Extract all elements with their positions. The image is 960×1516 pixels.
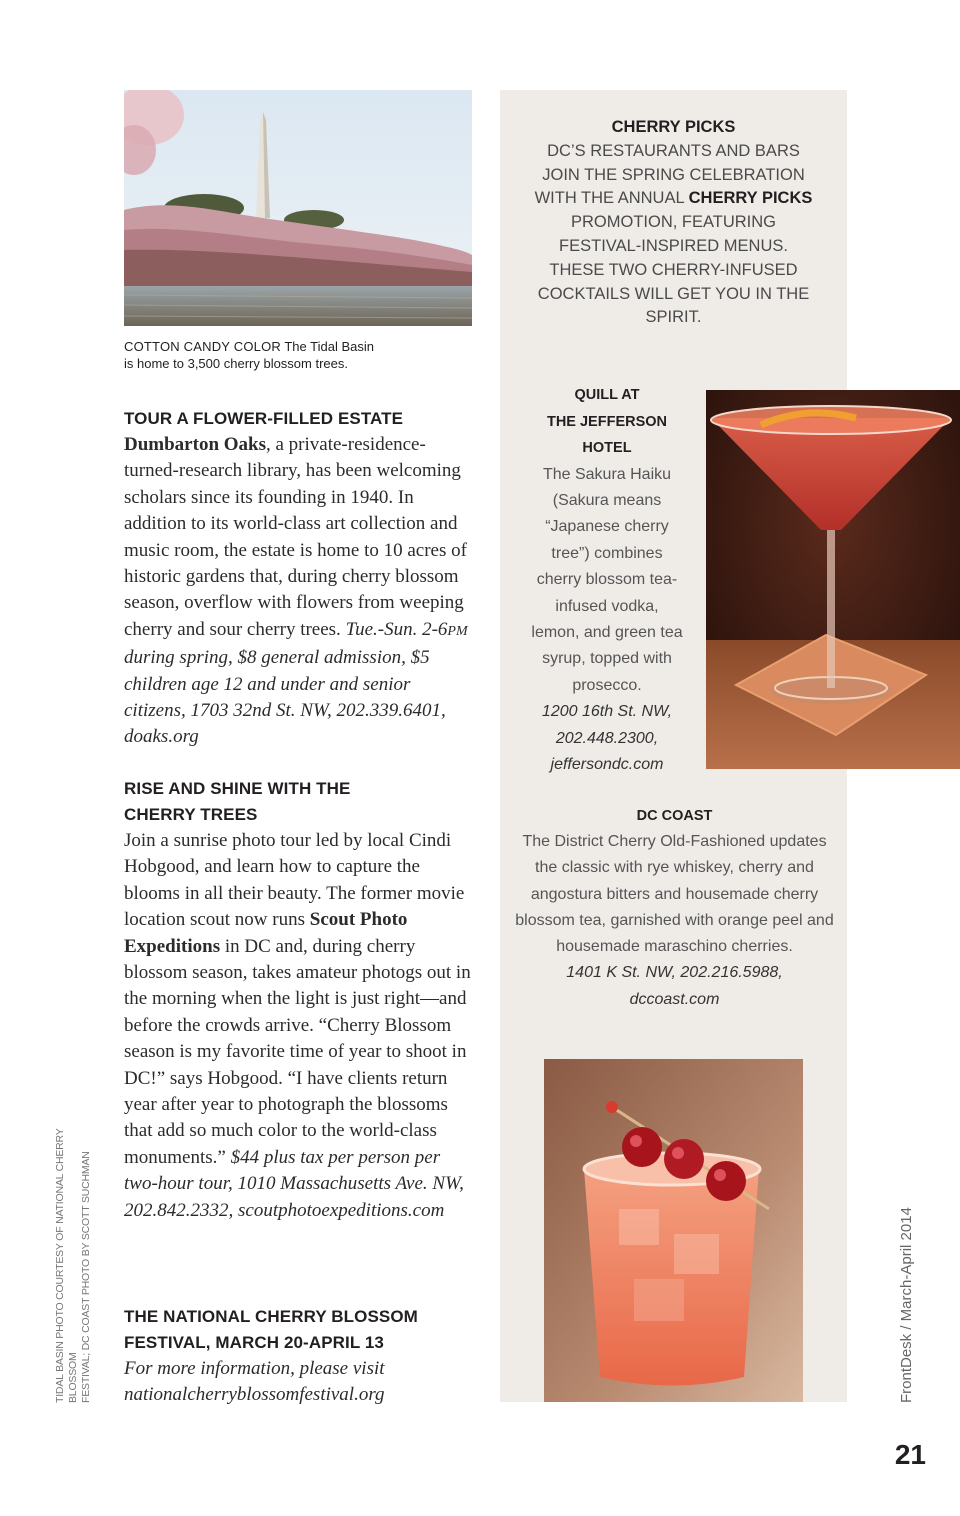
cherry-picks-text-b: PROMOTION, FEATURING FESTIVAL-INSPIRED MENUS. THESE TWO CHERRY-INFUSED COCKTAILS WILL GET YOU IN THE SPIRIT. — [537, 213, 810, 327]
cherry-picks-title: CHERRY PICKS — [611, 118, 736, 136]
quill-title-line3: HOTEL — [582, 440, 632, 456]
tour-body — [124, 432, 474, 751]
tour-info-pm: PM — [447, 623, 468, 639]
cherry-picks-text — [500, 140, 847, 330]
rise-section — [124, 776, 474, 1224]
dc-coast-info-line1: 1401 K St. NW, 202.216.5988, — [566, 964, 783, 982]
dumbarton-oaks-name: Dumbarton Oaks — [124, 434, 266, 455]
tour-section — [124, 406, 474, 751]
quill-info-line1: 1200 16th St. NW, — [541, 703, 673, 721]
rise-title-line2: CHERRY TREES — [124, 805, 258, 824]
dc-coast-info — [512, 960, 837, 1013]
festival-title — [124, 1304, 474, 1356]
quill-entry — [522, 382, 692, 778]
tour-body-text: , a private-residence-turned-research library, has been welcoming scholars since its founding in 1940. In addition to its world-class art collection and music room, the estate is home to 10 acres of historic gardens that, during cherry blossom season, overflow with flowers from weeping cherry and sour cherry trees. — [124, 434, 467, 640]
sakura-haiku-photo — [706, 390, 960, 769]
festival-title-line2: FESTIVAL, MARCH 20-APRIL 13 — [124, 1333, 384, 1352]
folio-magazine-date: FrontDesk / March-April 2014 — [898, 1207, 915, 1403]
cherry-picks-bold: CHERRY PICKS — [688, 189, 813, 208]
rise-body-a: Join a sunrise photo tour led by local Cindi Hobgood, and learn how to capture the blooms in all their beauty. The former movie location scout now runs — [124, 830, 465, 931]
caption-text-2: is home to 3,500 cherry blossom trees. — [124, 356, 348, 371]
caption-text: The Tidal Basin — [280, 339, 374, 354]
photo-credit — [54, 1083, 93, 1403]
page-number: 21 — [894, 1439, 926, 1470]
festival-section — [124, 1304, 474, 1409]
quill-title-line2: THE JEFFERSON — [546, 413, 668, 430]
rise-title-line1: RISE AND SHINE WITH THE — [124, 779, 351, 798]
photo-credit-line1: TIDAL BASIN PHOTO COURTESY OF NATIONAL CHERRY BLOSSOM — [54, 1128, 79, 1403]
quill-body: The Sakura Haiku (Sakura means “Japanese cherry tree”) combines cherry blossom tea-infused vodka, lemon, and green tea syrup, topped with prosecco. — [531, 465, 683, 694]
scout-photo-name: Scout Photo Expeditions — [124, 909, 408, 957]
tour-info-hours: Tue.-Sun. 2-6 — [345, 618, 448, 640]
tidal-basin-photo — [124, 90, 472, 326]
cherry-picks-text-a: DC’S RESTAURANTS AND BARS JOIN THE SPRING CELEBRATION WITH THE ANNUAL — [534, 141, 805, 208]
dc-coast-body: The District Cherry Old-Fashioned updates the classic with rye whiskey, cherry and angostura bitters and housemade cherry blossom tea, garnished with orange peel and housemade maraschino cherries. — [515, 833, 834, 956]
dc-coast-info-line2: dccoast.com — [629, 990, 720, 1008]
dc-coast-entry — [512, 803, 837, 1013]
quill-info — [522, 699, 692, 778]
photo-credit-line2: FESTIVAL; DC COAST PHOTO BY SCOTT SUCHMAN — [80, 1151, 92, 1403]
photo-caption — [124, 338, 424, 372]
rise-info: $44 plus tax per person per two-hour tour, 1010 Massachusetts Ave. NW, 202.842.2332, scoutphotoexpeditions.com — [124, 1146, 464, 1221]
caption-head: COTTON CANDY COLOR — [124, 339, 281, 354]
tour-title: TOUR A FLOWER-FILLED ESTATE — [124, 409, 404, 428]
festival-info-text: For more information, please visit nationalcherryblossomfestival.org — [124, 1358, 385, 1406]
quill-info-line3: jeffersondc.com — [550, 755, 664, 773]
quill-title-line1: QUILL AT — [574, 387, 640, 403]
rise-body — [124, 828, 474, 1224]
dc-coast-title: DC COAST — [636, 808, 713, 824]
rise-body-b: in DC and, during cherry blossom season, takes amateur photogs out in the morning when the light is just right—and before the crowds arrive. “Cherry Blossom season is my favorite time of year to shoot in DC!” says Hobgood. “I have clients return year after year to photograph the blossoms that add so much color to the world-class monuments.” — [124, 935, 471, 1168]
tour-info-details: during spring, $8 general admission, $5 children age 12 and under and senior citizens, 1703 32nd St. NW, 202.339.6401, doaks.org — [124, 647, 446, 748]
festival-info — [124, 1356, 474, 1409]
cherry-picks-intro — [500, 116, 847, 330]
festival-title-line1: THE NATIONAL CHERRY BLOSSOM — [124, 1307, 418, 1326]
cherry-old-fashioned-photo — [544, 1059, 803, 1402]
quill-title — [522, 382, 692, 462]
quill-info-line2: 202.448.2300, — [555, 729, 659, 747]
rise-title — [124, 776, 474, 828]
